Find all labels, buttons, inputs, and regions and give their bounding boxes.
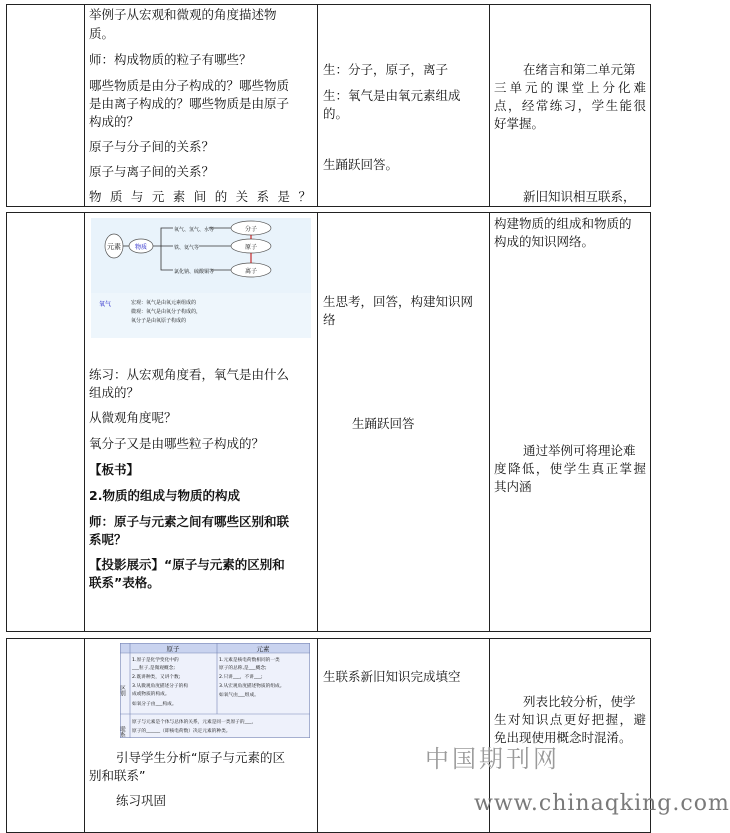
table-cell-line: 1.原子是化学变化中的 — [132, 658, 179, 663]
diagram-node: 离子 — [244, 268, 258, 275]
cell-empty — [6, 638, 85, 833]
text-line: 生：氧气是由氧元素组成 — [323, 88, 461, 103]
knowledge-network-diagram — [91, 218, 311, 338]
watermark-title: 中国期刊网 — [425, 745, 560, 773]
cell-teacher-activity — [85, 638, 318, 833]
text-line: 通过举例可将理论难 — [523, 443, 636, 458]
text-line: 原子与离子间的关系？ — [89, 164, 215, 179]
table-cell-line: 如氧气由___组成。 — [219, 693, 259, 698]
diagram-note: 微观：氧气是由氧分子构成的， — [131, 309, 202, 315]
cell-student-activity — [318, 638, 490, 833]
text-line: 哪些物质是由分子构成的？哪些物质 — [89, 78, 290, 93]
cell-student-activity — [318, 212, 490, 632]
cell-design-intent — [490, 4, 651, 207]
table-header-element: 元素 — [256, 645, 270, 653]
table-cell-line: 3.从宏观角度描述物质的组成。 — [219, 684, 285, 689]
text-line: 是由离子构成的？哪些物质是由原子 — [89, 96, 290, 111]
text-line: 练习巩固 — [116, 793, 167, 808]
table-rowhead-link: 联系 — [119, 726, 125, 737]
board-title: 2.物质的组成与物质的构成 — [89, 488, 240, 503]
text-line: 原子与分子间的关系？ — [89, 139, 215, 154]
cell-empty — [6, 4, 85, 207]
text-line: 生踊跃回答。 — [323, 157, 399, 172]
text-line: 列表比较分析，使学 — [523, 694, 636, 709]
diagram-node: 分子 — [244, 226, 258, 233]
cell-design-intent — [490, 212, 651, 632]
text-line: 好掌握。 — [494, 116, 545, 131]
text-line: 点，经常练习，学生能很 — [494, 98, 646, 113]
text-line: 生联系新旧知识完成填空 — [323, 669, 461, 684]
diagram-note: 氧分子是由氧原子构成的 — [131, 318, 187, 324]
text-line: 在绪言和第二单元第 — [523, 62, 636, 77]
diagram-node: 原子 — [244, 244, 258, 251]
cell-empty — [6, 212, 85, 632]
diagram-branch: 铁、氦气等 — [174, 245, 200, 251]
table-cell-line: ___粒子,是微观概念; — [132, 666, 175, 671]
table-header-atom: 原子 — [166, 645, 180, 653]
text-line: 师：原子与元素之间有哪些区别和联 — [89, 514, 290, 529]
text-line: 氧分子又是由哪些粒子构成的？ — [89, 436, 265, 451]
text-line: 别和联系” — [89, 768, 146, 783]
text-line: 从微观角度呢？ — [89, 410, 177, 425]
table-cell-line: 1.元素是核电荷数相同的一类 — [219, 658, 280, 663]
table-cell-line: 原子的总称,是___概念; — [219, 666, 267, 671]
text-line: 引导学生分析“原子与元素的区 — [116, 750, 285, 765]
diagram-node: 物质 — [134, 244, 148, 251]
table-cell-line: 成或物质的构成。 — [132, 692, 170, 697]
text-line: 构成的知识网络。 — [494, 234, 595, 249]
diagram-root: 元素 — [107, 243, 121, 251]
text-line: 构建物质的组成和物质的 — [494, 216, 632, 231]
table-cell-line: 3.从微观角度描述分子的构 — [132, 684, 189, 689]
text-line: 联系”表格。 — [89, 575, 160, 590]
text-line: 的。 — [323, 106, 349, 121]
table-row — [6, 4, 651, 207]
diagram-branch: 氧气、氢气、水等 — [174, 227, 215, 233]
watermark-url: www.chinaqking.com — [474, 791, 730, 816]
text-line: 三单元的课堂上分化难 — [494, 80, 646, 95]
table-cell-line: 原子的______（即核电荷数）决定元素的种类。 — [132, 729, 231, 734]
text-line: 生思考，回答，构建知识网 — [323, 294, 474, 309]
text-line: 质。 — [89, 26, 115, 41]
text-line: 物 质 与 元 素 间 的 关 系 是 ？ — [89, 189, 311, 204]
table-row — [6, 212, 651, 632]
table-cell-line: 2.只讲___，不讲___; — [219, 675, 263, 680]
cell-student-activity — [318, 4, 490, 207]
table-cell-line: 2.既讲种类，又讲个数; — [132, 675, 181, 680]
text-line: 络 — [323, 312, 336, 327]
cell-teacher-activity — [85, 4, 318, 207]
board-heading: 【板书】 — [89, 462, 140, 477]
table-cell-line: 如氧分子由___构成。 — [132, 702, 177, 707]
table-cell-line: 原子与元素是个体与总体的关系，元素是同一类原子的___， — [132, 720, 257, 725]
text-line: 度降低，使学生真正掌握 — [494, 461, 646, 476]
text-line: 免出现使用概念时混淆。 — [494, 730, 632, 745]
text-line: 生对知识点更好把握，避 — [494, 712, 646, 727]
table-rowhead-diff: 区别 — [119, 685, 125, 696]
text-line: 新旧知识相互联系， — [523, 189, 636, 204]
diagram-label: 氧气 — [99, 301, 112, 308]
cell-teacher-activity — [85, 212, 318, 632]
text-line: 生踊跃回答 — [352, 416, 415, 431]
text-line: 练习：从宏观角度看，氧气是由什么 — [89, 367, 290, 382]
text-line: 【投影展示】“原子与元素的区别和 — [89, 557, 285, 572]
diagram-note: 宏观：氧气是由氧元素组成的 — [131, 300, 197, 306]
text-line: 构成的？ — [89, 114, 140, 129]
text-line: 师：构成物质的粒子有哪些？ — [89, 52, 252, 67]
text-line: 组成的？ — [89, 385, 140, 400]
comparison-table-image — [120, 643, 310, 738]
text-line: 系呢？ — [89, 532, 127, 547]
text-line: 生：分子，原子，离子 — [323, 62, 449, 77]
text-line: 举例子从宏观和微观的角度描述物 — [89, 7, 277, 22]
diagram-branch: 氯化钠、硫酸铜等 — [174, 269, 215, 275]
text-line: 其内涵 — [494, 479, 532, 494]
